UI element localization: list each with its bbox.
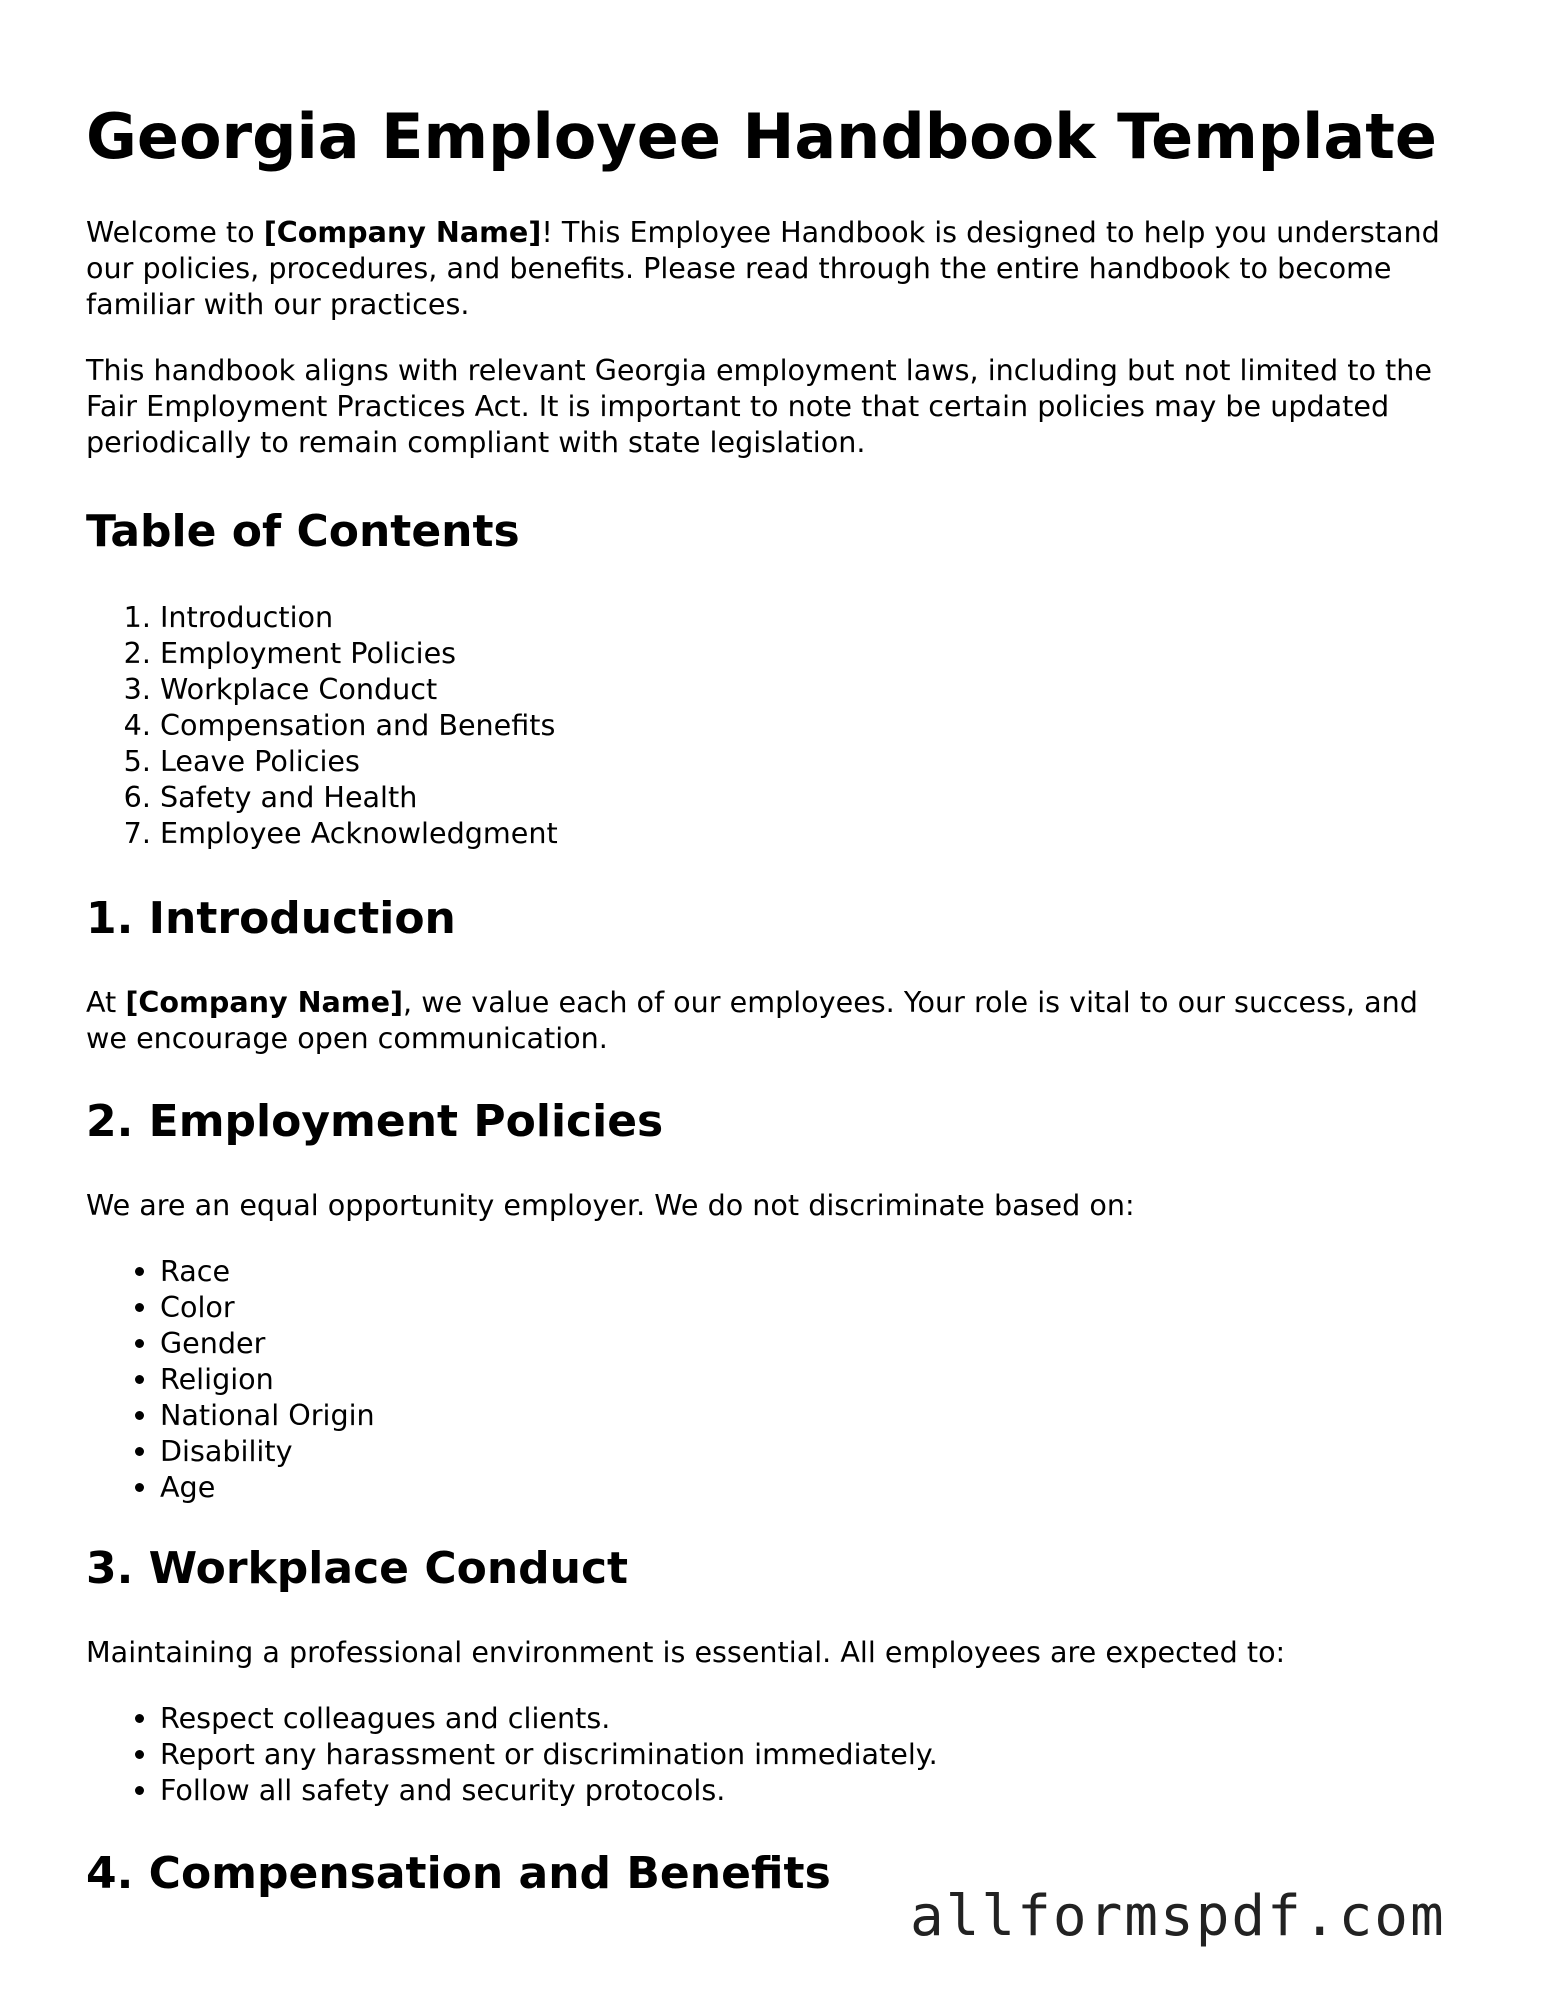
- list-item-gender: • Gender: [160, 1325, 1466, 1361]
- list-item-color: • Color: [160, 1289, 1466, 1325]
- list-item-national-origin: • National Origin: [160, 1397, 1466, 1433]
- section-introduction-at: At: [86, 984, 126, 1019]
- document-page: [86, 100, 1466, 1938]
- list-item-respect: • Respect colleagues and clients.: [160, 1700, 1466, 1736]
- section-employment-policies-heading: 2. Employment Policies: [86, 1095, 664, 1147]
- toc-item-leave-policies: 5. Leave Policies: [160, 743, 1466, 779]
- page-title: Georgia Employee Handbook Template: [86, 100, 1437, 173]
- toc-item-employment-policies: 2. Employment Policies: [160, 635, 1466, 671]
- list-item-report-harassment: • Report any harassment or discrimination immediately.: [160, 1736, 1466, 1772]
- toc-list: [86, 599, 1466, 851]
- toc-item-introduction: 1. Introduction: [160, 599, 1466, 635]
- list-item-age: • Age: [160, 1469, 1466, 1505]
- section-workplace-conduct-text: Maintaining a professional environment is essential. All employees are expected to:: [86, 1634, 1286, 1669]
- intro-paragraph-2: This handbook aligns with relevant Georgia employment laws, including but not limited to the Fair Employment Practices Act. It is important to note that certain policies may be updated periodically to remain compliant with state legislation.: [86, 353, 1432, 460]
- toc-item-workplace-conduct: 3. Workplace Conduct: [160, 671, 1466, 707]
- toc-item-safety-health: 6. Safety and Health: [160, 779, 1466, 815]
- section-employment-policies-text: We are an equal opportunity employer. We do not discriminate based on:: [86, 1187, 1135, 1222]
- intro-welcome-rest: ! This Employee Handbook is designed to help you understand our policies, procedures, and benefits. Please read through the entire handbook to become familiar with our practices.: [86, 215, 1440, 322]
- list-item-race: • Race: [160, 1253, 1466, 1289]
- section-introduction-rest: , we value each of our employees. Your role is vital to our success, and we encourage open communication.: [86, 984, 1418, 1055]
- discrimination-basis-list: [86, 1253, 1466, 1505]
- section-introduction-heading: 1. Introduction: [86, 893, 456, 945]
- section-compensation-heading: 4. Compensation and Benefits: [86, 1847, 831, 1899]
- conduct-expectations-list: [86, 1700, 1466, 1808]
- list-item-follow-protocols: • Follow all safety and security protocols.: [160, 1772, 1466, 1808]
- toc-item-employee-acknowledgment: 7. Employee Acknowledgment: [160, 815, 1466, 851]
- section-introduction-company: [Company Name]: [125, 984, 404, 1019]
- intro-paragraph-1: [86, 214, 1466, 322]
- toc-item-compensation-benefits: 4. Compensation and Benefits: [160, 707, 1466, 743]
- intro-welcome-text: Welcome to: [86, 215, 264, 250]
- list-item-disability: • Disability: [160, 1433, 1466, 1469]
- section-workplace-conduct-heading: 3. Workplace Conduct: [86, 1542, 629, 1594]
- toc-heading: Table of Contents: [86, 506, 520, 558]
- watermark: allformspdf.com: [910, 1884, 1446, 1949]
- list-item-religion: • Religion: [160, 1361, 1466, 1397]
- section-introduction-text: [86, 984, 1466, 1056]
- company-name-placeholder: [Company Name]: [263, 215, 542, 250]
